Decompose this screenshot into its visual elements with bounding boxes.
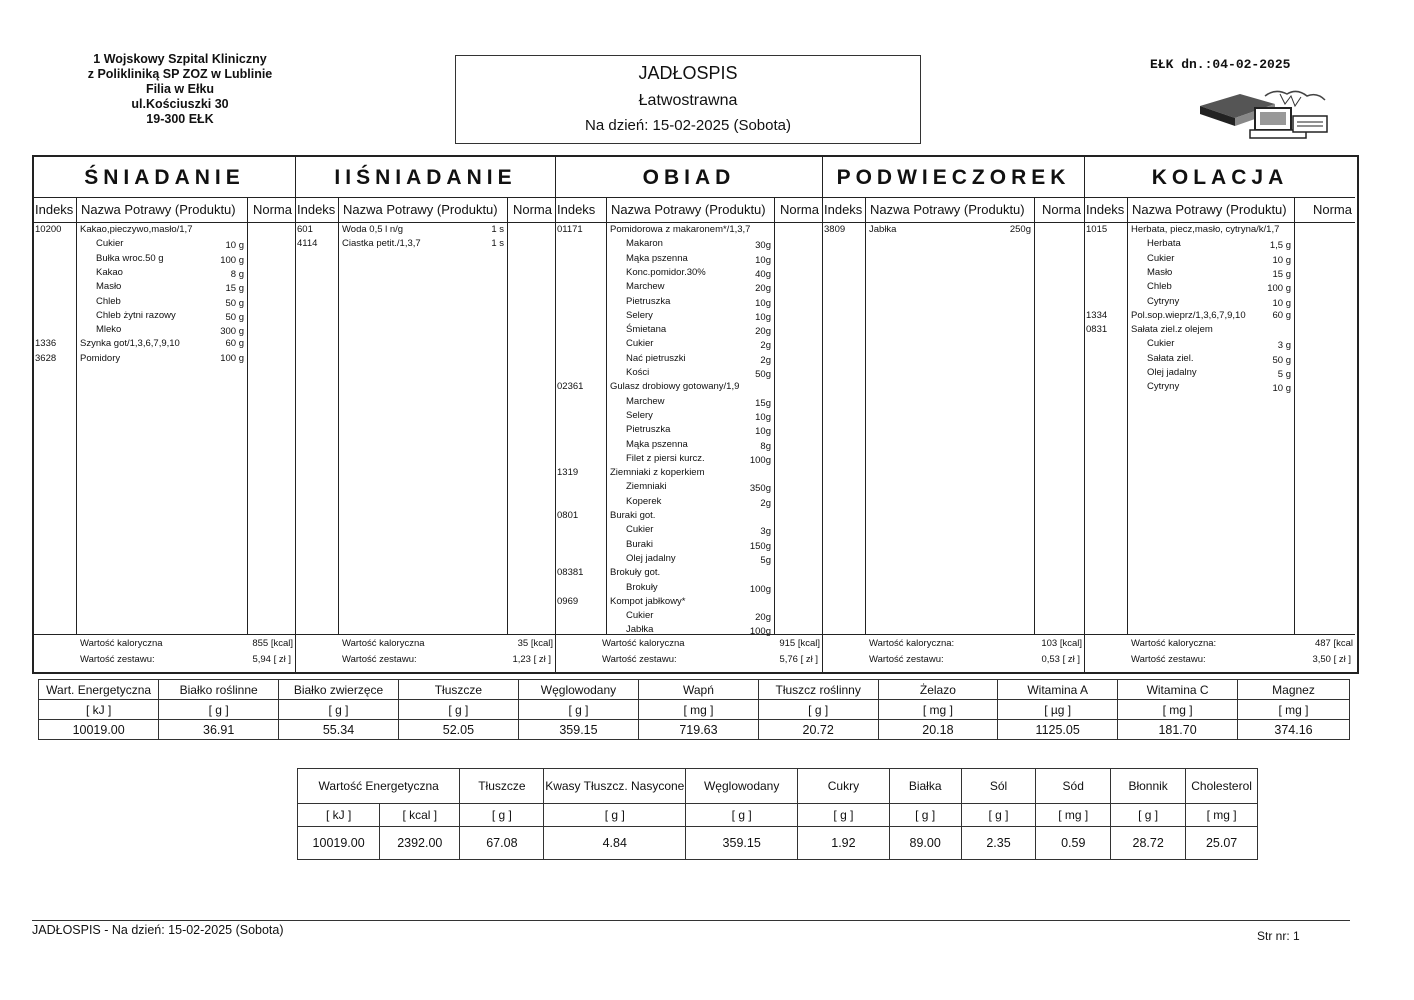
- meal-totals: [823, 634, 1084, 673]
- ingredient-name: Kości: [626, 367, 650, 378]
- nutrition-header-cell: Wart. Energetyczna: [39, 680, 159, 700]
- meals-table: [32, 155, 1359, 674]
- nutrition-label-header-cell: Kwasy Tłuszcz. Nasycone: [544, 769, 686, 804]
- nutrition-unit-cell: [ µg ]: [998, 700, 1118, 720]
- item-norm: 300 g: [220, 326, 244, 338]
- meal-totals: [1085, 634, 1355, 673]
- cost-value: 0,53 [ zł ]: [1041, 654, 1080, 665]
- item-norm: 20g: [755, 283, 771, 295]
- cost-label: Wartość zestawu:: [602, 654, 677, 665]
- nutrition-unit-cell: [ mg ]: [878, 700, 998, 720]
- dish-name: Kakao,pieczywo,masło/1,7: [80, 224, 193, 235]
- ingredient-name: Pietruszka: [626, 295, 671, 307]
- ingredient-name: Bułka wroc.50 g: [96, 252, 164, 264]
- hospital-line: ul.Kościuszki 30: [131, 97, 229, 111]
- item-norm: 20g: [755, 612, 771, 624]
- nutrition-label-value-cell: 10019.00: [298, 827, 380, 860]
- hospital-line: z Polikliniką SP ZOZ w Lublinie: [87, 67, 273, 81]
- ingredient-name: Chleb: [96, 295, 121, 307]
- nutrition-label-header-cell: Sód: [1036, 769, 1111, 804]
- nutrition-value-cell: 52.05: [398, 720, 518, 740]
- item-index: 3809: [824, 224, 846, 235]
- item-norm: 20g: [755, 326, 771, 338]
- ingredient-name: Cukier: [1147, 338, 1175, 350]
- nutrition-value-cell: 10019.00: [39, 720, 159, 740]
- nutrition-value-cell: 20.18: [878, 720, 998, 740]
- nutrition-table-main: [38, 679, 1350, 740]
- column-divider: [774, 197, 775, 634]
- ingredient-name: Masło: [96, 281, 122, 293]
- ingredient-name: Makaron: [626, 238, 663, 250]
- nutrition-label-value-cell: 67.08: [460, 827, 544, 860]
- meal-column: [1085, 157, 1355, 672]
- item-norm: 100 g: [220, 254, 244, 266]
- ingredient-name: Selery: [626, 409, 653, 421]
- ingredient-name: Śmietana: [626, 324, 667, 336]
- nutrition-row-values: [39, 720, 1350, 740]
- norm-header: Norma: [252, 202, 292, 217]
- column-headers: [556, 198, 822, 223]
- nutrition-label-header-row: [298, 769, 1258, 804]
- ingredient-name: Herbata: [1147, 238, 1181, 250]
- nutrition-unit-cell: [ g ]: [758, 700, 878, 720]
- ingredient-name: Olej jadalny: [1147, 367, 1197, 378]
- nutrition-header-cell: Witamina A: [998, 680, 1118, 700]
- nutrition-header-cell: Węglowodany: [518, 680, 638, 700]
- item-norm: 50 g: [1272, 354, 1291, 366]
- item-norm: 10 g: [1272, 297, 1291, 309]
- meal-column: [34, 157, 296, 672]
- nutrition-header-cell: Wapń: [639, 680, 759, 700]
- item-norm: 5g: [760, 554, 771, 566]
- nutrition-label-unit-cell: [ kJ ]: [298, 804, 380, 827]
- item-index: 0801: [557, 510, 579, 521]
- nutrition-label-value-cell: 89.00: [889, 827, 961, 860]
- nutrition-label-value-cell: 2.35: [961, 827, 1036, 860]
- item-norm: 100 g: [220, 352, 244, 364]
- kcal-value: 855 [kcal]: [252, 638, 293, 649]
- energy-header: Wartość Energetyczna: [298, 769, 460, 804]
- hospital-address: [60, 52, 300, 127]
- hospital-line: 1 Wojskowy Szpital Kliniczny: [93, 52, 267, 66]
- item-norm: 8g: [760, 440, 771, 452]
- nutrition-value-cell: 374.16: [1238, 720, 1350, 740]
- diet-name: Łatwostrawna: [638, 92, 738, 109]
- ingredient-name: Ziemniaki: [626, 481, 667, 493]
- nutrition-label-unit-cell: [ g ]: [1111, 804, 1186, 827]
- nutrition-label-unit-cell: [ mg ]: [1036, 804, 1111, 827]
- ingredient-name: Jabłka: [626, 624, 654, 636]
- ingredient-name: Brokuły: [626, 581, 658, 593]
- column-divider: [606, 197, 607, 634]
- nutrition-unit-cell: [ g ]: [279, 700, 399, 720]
- nutrition-unit-cell: [ g ]: [518, 700, 638, 720]
- item-norm: 150g: [749, 540, 771, 552]
- item-norm: 10 g: [1272, 383, 1291, 395]
- item-norm: 350g: [749, 483, 771, 495]
- cost-label: Wartość zestawu:: [1131, 654, 1206, 665]
- nutrition-unit-cell: [ mg ]: [1118, 700, 1238, 720]
- nutrition-unit-cell: [ g ]: [398, 700, 518, 720]
- dish-name: Jabłka: [869, 224, 897, 235]
- issue-date: EŁK dn.:04-02-2025: [1150, 57, 1291, 72]
- index-header: Indeks: [1086, 202, 1125, 217]
- item-index: 3628: [35, 352, 57, 364]
- nutrition-label-header-cell: Węglowodany: [686, 769, 798, 804]
- meal-title: KOLACJA: [1085, 157, 1355, 198]
- item-norm: 100g: [749, 583, 771, 595]
- item-norm: 10g: [755, 411, 771, 423]
- ingredient-name: Cukier: [626, 524, 654, 536]
- meal-column: [296, 157, 556, 672]
- hospital-line: Filia w Ełku: [145, 82, 215, 96]
- ingredient-name: Koperek: [626, 495, 662, 507]
- ingredient-name: Cukier: [1147, 252, 1175, 264]
- dish-name: Herbata, piecz,masło, cytryna/k/1,7: [1131, 224, 1280, 235]
- item-index: 0969: [557, 595, 579, 607]
- nutrition-label-unit-cell: [ g ]: [889, 804, 961, 827]
- item-norm: 8 g: [230, 268, 244, 280]
- item-norm: 2g: [760, 340, 771, 352]
- nutrition-label-header-cell: Cukry: [798, 769, 889, 804]
- column-headers: [1085, 198, 1355, 223]
- item-norm: 100g: [749, 454, 771, 466]
- nutrition-label-unit-cell: [ g ]: [544, 804, 686, 827]
- nutrition-label-unit-cell: [ mg ]: [1186, 804, 1258, 827]
- item-norm: 60 g: [225, 338, 244, 350]
- book-and-computer-icon: [1195, 86, 1335, 142]
- index-header: Indeks: [297, 202, 336, 217]
- nutrition-row-units: [39, 700, 1350, 720]
- column-headers: [34, 198, 295, 223]
- nutrition-header-cell: Tłuszcz roślinny: [758, 680, 878, 700]
- nutrition-label-value-cell: 2392.00: [380, 827, 460, 860]
- item-norm: 1 s: [491, 238, 504, 250]
- meal-title: PODWIECZOREK: [823, 157, 1084, 198]
- ingredient-name: Cukier: [96, 238, 124, 250]
- ingredient-name: Filet z piersi kurcz.: [626, 452, 705, 464]
- item-index: 01171: [557, 224, 583, 235]
- nutrition-label-unit-cell: [ kcal ]: [380, 804, 460, 827]
- item-index: 0831: [1086, 324, 1108, 336]
- column-divider: [1034, 197, 1035, 634]
- column-divider: [76, 197, 77, 634]
- ingredient-name: Cytryny: [1147, 295, 1180, 307]
- meal-title: OBIAD: [556, 157, 822, 198]
- item-norm: 30g: [755, 240, 771, 252]
- item-norm: 15g: [755, 397, 771, 409]
- ingredient-name: Chleb: [1147, 281, 1172, 293]
- nutrition-label-header-cell: Cholesterol: [1186, 769, 1258, 804]
- meal-totals: [556, 634, 822, 673]
- item-norm: 10g: [755, 311, 771, 323]
- kcal-label: Wartość kaloryczna: [342, 638, 425, 649]
- meal-title: IIŚNIADANIE: [296, 157, 555, 198]
- menu-date: Na dzień: 15-02-2025 (Sobota): [585, 117, 791, 134]
- nutrition-value-cell: 1125.05: [998, 720, 1118, 740]
- nutrition-label-unit-cell: [ g ]: [460, 804, 544, 827]
- nutrition-label-value-cell: 359.15: [686, 827, 798, 860]
- nutrition-label-value-cell: 1.92: [798, 827, 889, 860]
- item-norm: 50 g: [225, 297, 244, 309]
- dish-name: Pol.sop.wieprz/1,3,6,7,9,10: [1131, 309, 1246, 321]
- item-norm: 3g: [760, 526, 771, 538]
- nutrition-label-unit-cell: [ g ]: [686, 804, 798, 827]
- cost-value: 3,50 [ zł ]: [1312, 654, 1351, 665]
- nutrition-label-row-values: [298, 827, 1258, 860]
- meal-title: ŚNIADANIE: [34, 157, 295, 198]
- name-header: Nazwa Potrawy (Produktu): [870, 202, 1025, 217]
- item-norm: 5 g: [1277, 369, 1291, 380]
- nutrition-label-row-units: [298, 804, 1258, 827]
- nutrition-label-value-cell: 28.72: [1111, 827, 1186, 860]
- item-norm: 15 g: [1272, 268, 1291, 280]
- item-index: 02361: [557, 381, 584, 393]
- nutrition-label-unit-cell: [ g ]: [798, 804, 889, 827]
- item-norm: 1 s: [491, 224, 504, 235]
- cost-label: Wartość zestawu:: [80, 654, 155, 665]
- document-title: JADŁOSPIS: [638, 63, 738, 83]
- ingredient-name: Chleb żytni razowy: [96, 309, 176, 321]
- name-header: Nazwa Potrawy (Produktu): [1132, 202, 1287, 217]
- item-norm: 10 g: [1272, 254, 1291, 266]
- nutrition-label-header-cell: Błonnik: [1111, 769, 1186, 804]
- item-index: 10200: [35, 224, 62, 235]
- kcal-value: 35 [kcal]: [517, 638, 553, 649]
- ingredient-name: Selery: [626, 309, 653, 321]
- column-headers: [296, 198, 555, 223]
- nutrition-row-headers: [39, 680, 1350, 700]
- cost-label: Wartość zestawu:: [869, 654, 944, 665]
- meal-column: [556, 157, 823, 672]
- column-divider: [1127, 197, 1128, 634]
- item-index: 08381: [557, 567, 584, 579]
- column-divider: [865, 197, 866, 634]
- ingredient-name: Cukier: [626, 338, 654, 350]
- item-index: 1336: [35, 338, 57, 350]
- item-norm: 2g: [760, 497, 771, 509]
- nutrition-value-cell: 36.91: [159, 720, 279, 740]
- kcal-label: Wartość kaloryczna: [602, 638, 685, 649]
- kcal-label: Wartość kaloryczna:: [1131, 638, 1217, 649]
- meal-column: [823, 157, 1085, 672]
- nutrition-value-cell: 359.15: [518, 720, 638, 740]
- footer-divider: [32, 920, 1350, 921]
- index-header: Indeks: [35, 202, 74, 217]
- ingredient-name: Marchew: [626, 281, 665, 293]
- nutrition-value-cell: 719.63: [639, 720, 759, 740]
- nutrition-unit-cell: [ mg ]: [1238, 700, 1350, 720]
- item-index: 1015: [1086, 224, 1108, 235]
- norm-header: Norma: [779, 202, 819, 217]
- kcal-label: Wartość kaloryczna: [80, 638, 163, 649]
- ingredient-name: Konc.pomidor.30%: [626, 266, 706, 278]
- kcal-label: Wartość kaloryczna:: [869, 638, 955, 649]
- item-norm: 10 g: [225, 240, 244, 252]
- item-index: 1319: [557, 467, 579, 479]
- meal-totals: [296, 634, 555, 673]
- item-norm: 15 g: [225, 283, 244, 295]
- nutrition-unit-cell: [ mg ]: [639, 700, 759, 720]
- ingredient-name: Pietruszka: [626, 424, 671, 436]
- item-norm: 10g: [755, 254, 771, 266]
- nutrition-header-cell: Tłuszcze: [398, 680, 518, 700]
- item-norm: 10g: [755, 297, 771, 309]
- dish-name: Sałata ziel.z olejem: [1131, 324, 1213, 336]
- column-headers: [823, 198, 1084, 223]
- norm-header: Norma: [512, 202, 552, 217]
- ingredient-name: Marchew: [626, 395, 665, 407]
- dish-name: Ciastka petit./1,3,7: [342, 238, 421, 250]
- name-header: Nazwa Potrawy (Produktu): [343, 202, 498, 217]
- page-number: Str nr: 1: [1257, 929, 1300, 943]
- footer-title: JADŁOSPIS - Na dzień: 15-02-2025 (Sobota): [32, 923, 284, 937]
- cost-label: Wartość zestawu:: [342, 654, 417, 665]
- nutrition-unit-cell: [ g ]: [159, 700, 279, 720]
- nutrition-header-cell: Białko zwierzęce: [279, 680, 399, 700]
- kcal-value: 103 [kcal]: [1041, 638, 1082, 649]
- nutrition-header-cell: Białko roślinne: [159, 680, 279, 700]
- ingredient-name: Cytryny: [1147, 381, 1180, 393]
- dish-name: Kompot jabłkowy*: [610, 595, 686, 607]
- item-norm: 1,5 g: [1269, 240, 1291, 252]
- dish-name: Buraki got.: [610, 510, 656, 521]
- dish-name: Pomidorowa z makaronem*/1,3,7: [610, 224, 751, 235]
- dish-name: Brokuły got.: [610, 567, 661, 579]
- ingredient-name: Mąka pszenna: [626, 252, 688, 264]
- ingredient-name: Mleko: [96, 324, 122, 336]
- item-norm: 50 g: [225, 311, 244, 323]
- nutrition-header-cell: Witamina C: [1118, 680, 1238, 700]
- norm-header: Norma: [1312, 202, 1352, 217]
- kcal-value: 915 [kcal]: [779, 638, 820, 649]
- column-divider: [507, 197, 508, 634]
- nutrition-label-unit-cell: [ g ]: [961, 804, 1036, 827]
- nutrition-unit-cell: [ kJ ]: [39, 700, 159, 720]
- item-norm: 250g: [1009, 224, 1031, 235]
- title-box: [455, 55, 921, 144]
- nutrition-label-value-cell: 25.07: [1186, 827, 1258, 860]
- nutrition-header-cell: Żelazo: [878, 680, 998, 700]
- item-norm: 100 g: [1267, 283, 1291, 295]
- name-header: Nazwa Potrawy (Produktu): [611, 202, 766, 217]
- item-norm: 10g: [755, 426, 771, 438]
- nutrition-value-cell: 181.70: [1118, 720, 1238, 740]
- nutrition-table-label: [297, 768, 1258, 860]
- ingredient-name: Masło: [1147, 266, 1173, 278]
- column-divider: [1294, 197, 1295, 634]
- item-norm: 40g: [755, 268, 771, 280]
- cost-value: 5,94 [ zł ]: [252, 654, 291, 665]
- nutrition-value-cell: 55.34: [279, 720, 399, 740]
- ingredient-name: Mąka pszenna: [626, 438, 688, 450]
- kcal-value: 487 [kcal: [1314, 638, 1353, 649]
- ingredient-name: Buraki: [626, 538, 653, 550]
- name-header: Nazwa Potrawy (Produktu): [81, 202, 236, 217]
- nutrition-label-header-cell: Sól: [961, 769, 1036, 804]
- ingredient-name: Sałata ziel.: [1147, 352, 1194, 364]
- norm-header: Norma: [1041, 202, 1081, 217]
- item-norm: 3 g: [1277, 340, 1291, 352]
- nutrition-label-header-cell: Tłuszcze: [460, 769, 544, 804]
- meal-totals: [34, 634, 295, 673]
- item-index: 601: [297, 224, 313, 235]
- cost-value: 1,23 [ zł ]: [512, 654, 551, 665]
- dish-name: Gulasz drobiowy gotowany/1,9: [610, 381, 740, 393]
- ingredient-name: Olej jadalny: [626, 552, 676, 564]
- nutrition-label-header-cell: Białka: [889, 769, 961, 804]
- item-norm: 100g: [749, 626, 771, 638]
- nutrition-label-value-cell: 0.59: [1036, 827, 1111, 860]
- dish-name: Ziemniaki z koperkiem: [610, 467, 705, 479]
- index-header: Indeks: [824, 202, 863, 217]
- nutrition-header-cell: Magnez: [1238, 680, 1350, 700]
- item-norm: 50g: [755, 369, 771, 380]
- cost-value: 5,76 [ zł ]: [779, 654, 818, 665]
- ingredient-name: Cukier: [626, 610, 654, 622]
- nutrition-value-cell: 20.72: [758, 720, 878, 740]
- dish-name: Szynka got/1,3,6,7,9,10: [80, 338, 180, 350]
- item-norm: 60 g: [1272, 309, 1291, 321]
- dish-name: Woda 0,5 l n/g: [342, 224, 404, 235]
- item-norm: 2g: [760, 354, 771, 366]
- ingredient-name: Nać pietruszki: [626, 352, 686, 364]
- item-index: 4114: [297, 238, 318, 250]
- column-divider: [247, 197, 248, 634]
- column-divider: [338, 197, 339, 634]
- hospital-line: 19-300 EŁK: [146, 112, 214, 126]
- dish-name: Pomidory: [80, 352, 121, 364]
- item-index: 1334: [1086, 309, 1108, 321]
- index-header: Indeks: [557, 202, 596, 217]
- ingredient-name: Kakao: [96, 266, 123, 278]
- nutrition-label-value-cell: 4.84: [544, 827, 686, 860]
